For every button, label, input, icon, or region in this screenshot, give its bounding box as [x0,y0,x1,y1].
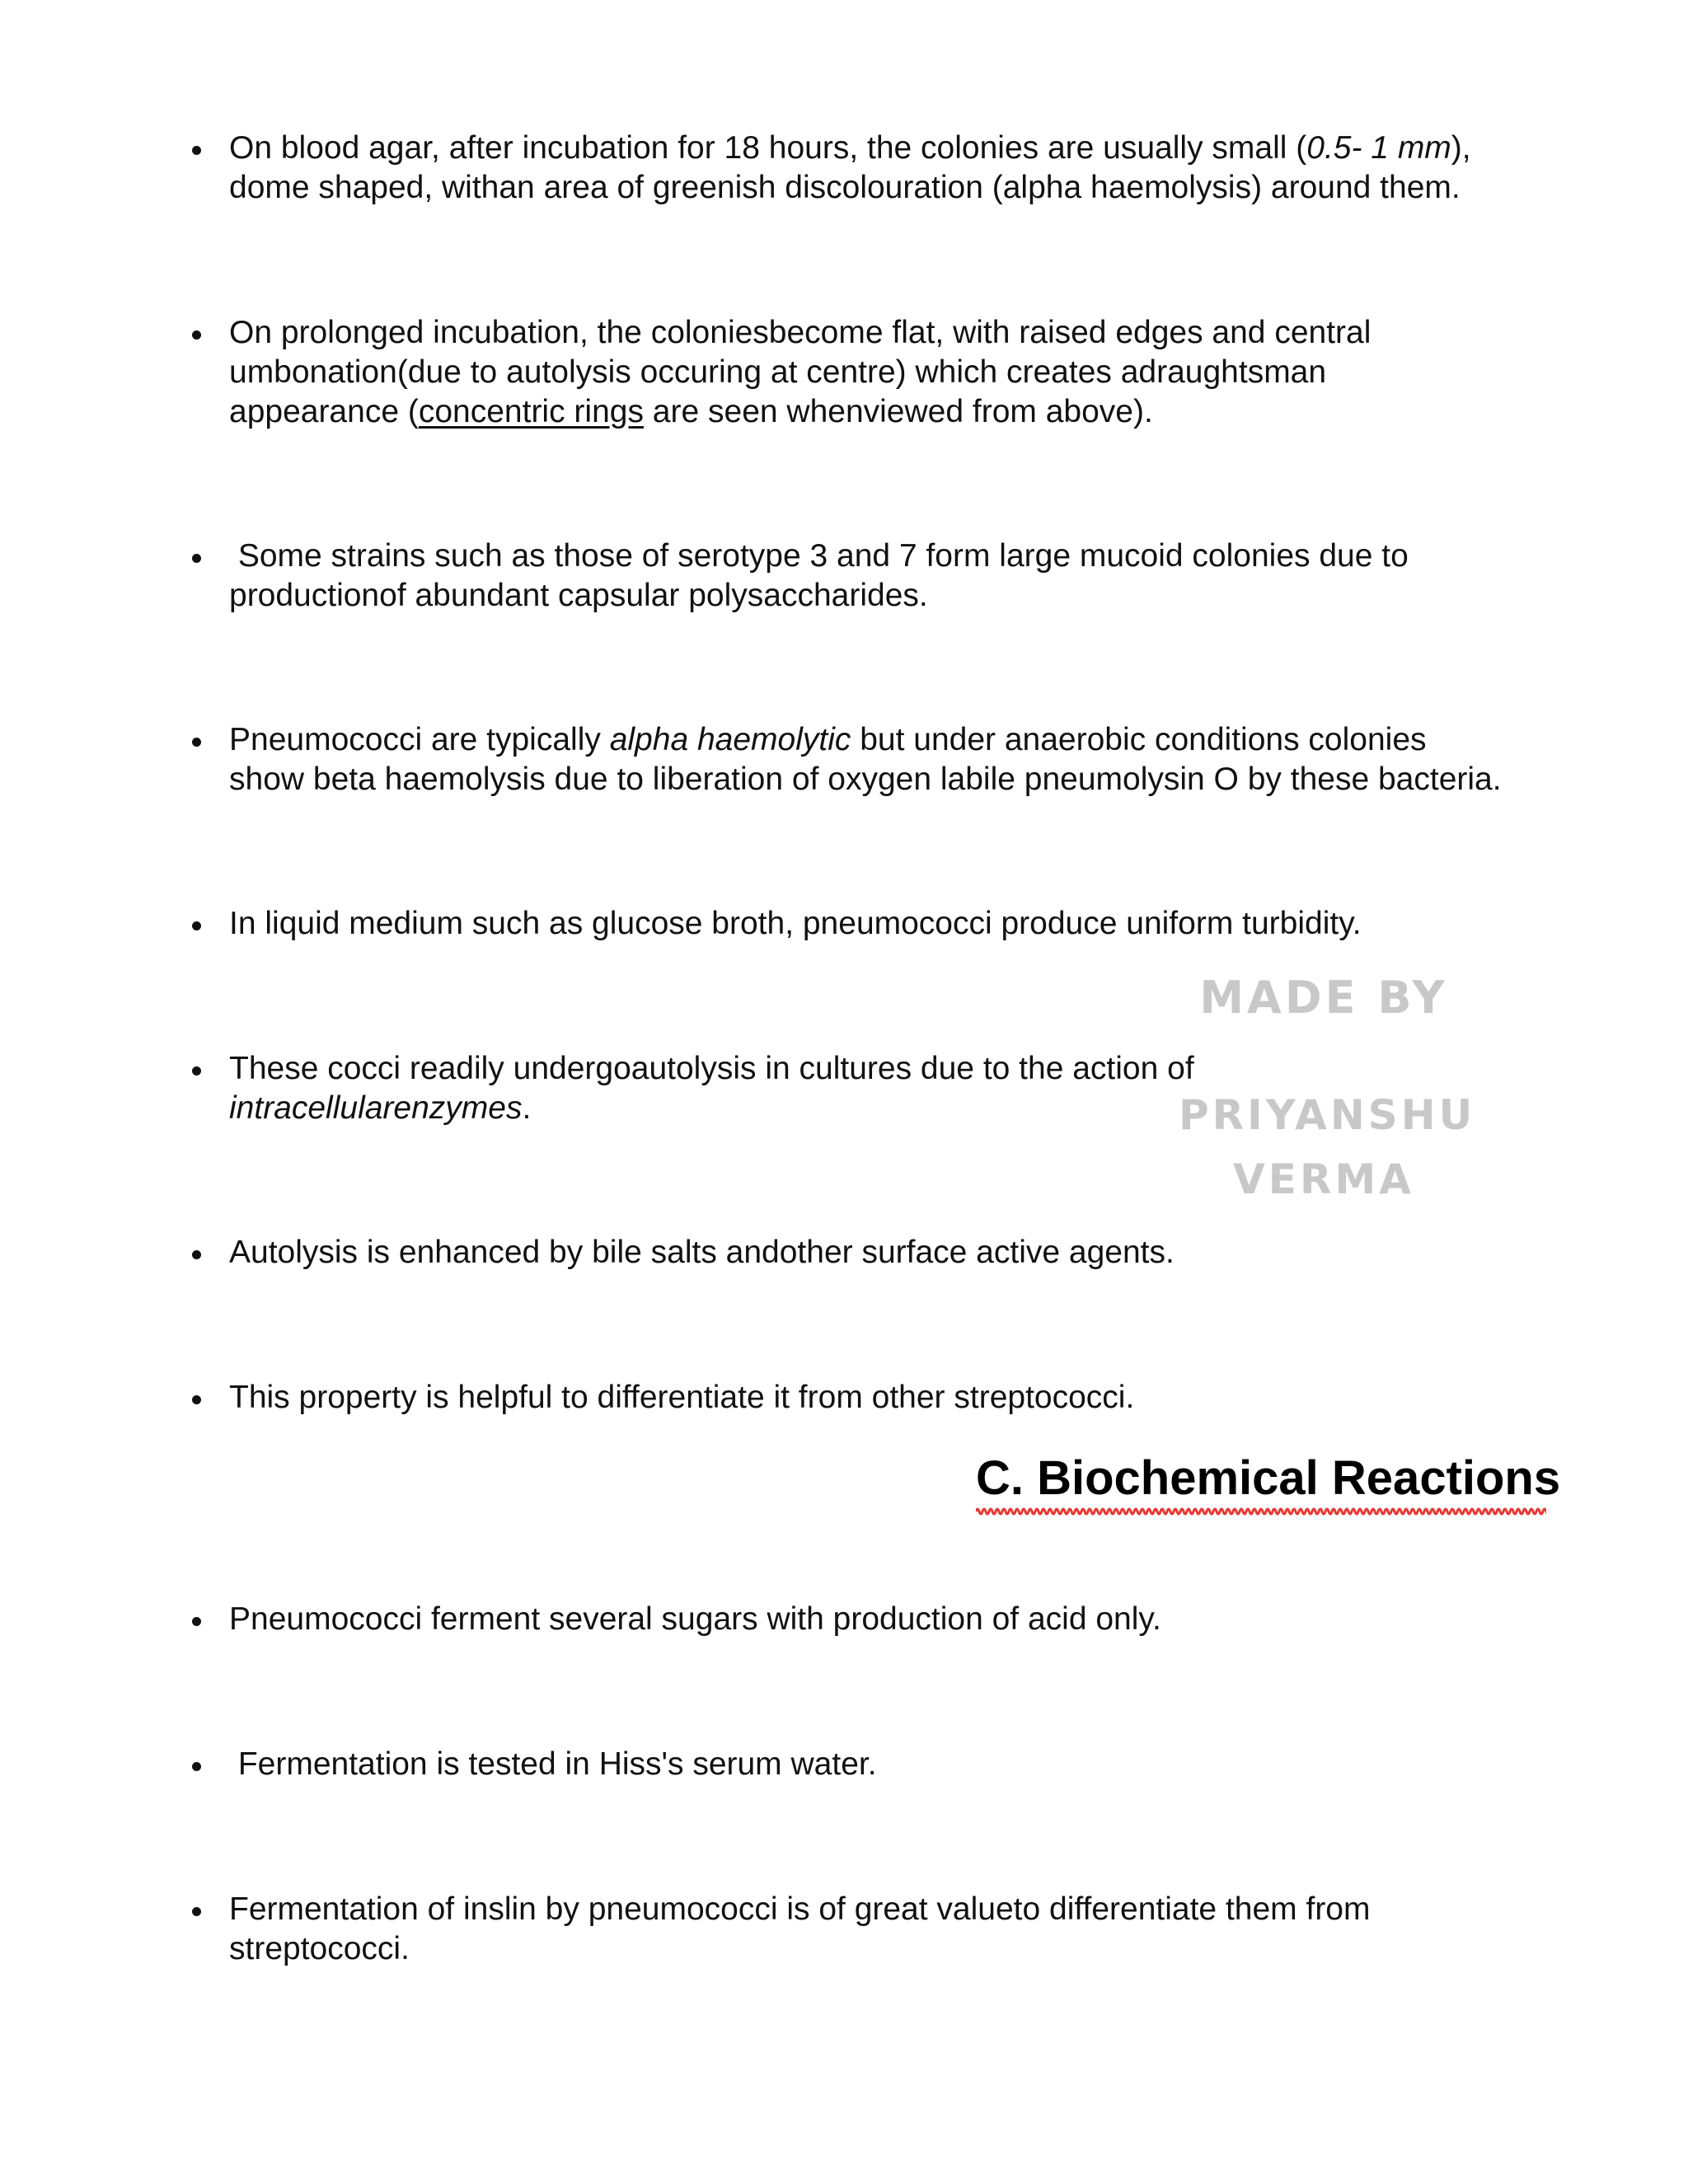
text-line [229,537,1581,576]
bullet-text [229,1745,1581,1784]
italic-text: alpha haemolytic [609,722,851,757]
text-run: Autolysis is enhanced by bile salts andother surface active agents. [229,1235,1175,1270]
italic-text: intracellularenzymes [229,1090,523,1126]
text-line [229,1378,1581,1418]
text-run: productionof abundant capsular polysaccharides. [229,578,928,613]
text-line [229,1049,1581,1089]
watermark-name-last: VERMA [1233,1155,1414,1203]
bullet-dot [192,1250,201,1259]
text-line [229,392,1581,432]
bullet-text [229,1600,1581,1639]
text-line [229,1233,1581,1272]
bullet-text [229,129,1581,208]
text-line [229,760,1581,799]
bullet-dot [192,1617,201,1626]
spellcheck-squiggle [976,1505,1546,1518]
underlined-text: concentric rings [418,394,644,429]
bullet-text [229,1890,1581,1969]
bullet-dot [192,1762,201,1771]
text-run: . [522,1090,532,1126]
bullet-text [229,537,1581,616]
text-run: Fermentation is tested in Hiss's serum water. [229,1746,877,1782]
text-line [229,904,1581,944]
text-line [229,1890,1581,1929]
text-run: but under anaerobic conditions colonies [851,722,1427,757]
text-run: umbonation(due to autolysis occuring at centre) which creates adraughtsman [229,354,1327,390]
section-heading: C. Biochemical Reactions [976,1451,1561,1505]
bullet-text [229,720,1581,799]
bullet-text [229,313,1581,432]
text-line [229,353,1581,392]
text-line [229,168,1581,208]
text-line [229,720,1581,760]
text-run: streptococci. [229,1931,410,1966]
text-run: This property is helpful to differentiate it from other streptococci. [229,1380,1135,1415]
text-run: On blood agar, after incubation for 18 hours, the colonies are usually small ( [229,130,1307,166]
bullet-text [229,1378,1581,1418]
text-run: Pneumococci are typically [229,722,610,757]
text-run: Pneumococci ferment several sugars with production of acid only. [229,1601,1161,1637]
text-run: On prolonged incubation, the coloniesbecome flat, with raised edges and central [229,315,1372,350]
text-run: dome shaped, withan area of greenish discolouration (alpha haemolysis) around them. [229,170,1461,205]
text-line [229,313,1581,353]
bullet-dot [192,554,201,563]
bullet-dot [192,1066,201,1076]
text-run: are seen whenviewed from above). [643,394,1153,429]
text-run: Fermentation of inslin by pneumococci is of great valueto differentiate them from [229,1891,1371,1927]
bullet-dot [192,1395,201,1404]
bullet-dot [192,1907,201,1916]
text-run: In liquid medium such as glucose broth, pneumococci produce uniform turbidity. [229,906,1362,941]
text-line [229,1929,1581,1969]
bullet-text [229,904,1581,944]
italic-text: 0.5- 1 mm [1306,130,1451,166]
text-line [229,1745,1581,1784]
text-run: ), [1451,130,1471,166]
text-run: appearance ( [229,394,419,429]
text-run: Some strains such as those of serotype 3 and 7 form large mucoid colonies due to [229,538,1409,574]
text-line [229,576,1581,616]
watermark-made-by: MADE BY [1199,972,1448,1024]
bullet-dot [192,146,201,155]
bullet-dot [192,738,201,747]
bullet-dot [192,921,201,930]
text-run: These cocci readily undergoautolysis in cultures due to the action of [229,1051,1194,1086]
watermark-name-first: PRIYANSHU [1179,1091,1476,1139]
text-line [229,129,1581,168]
bullet-text [229,1233,1581,1272]
bullet-dot [192,330,201,340]
text-run: show beta haemolysis due to liberation of oxygen labile pneumolysin O by these bacteria. [229,762,1502,797]
text-line [229,1600,1581,1639]
